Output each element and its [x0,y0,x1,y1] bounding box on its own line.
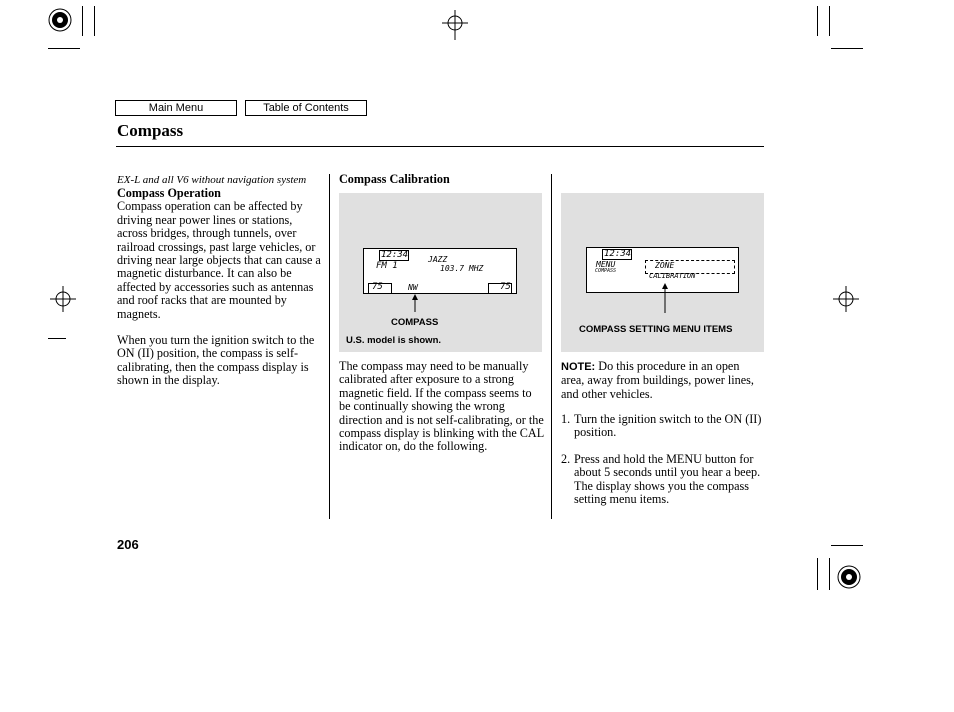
crop-mark [94,6,95,36]
paragraph: The compass may need to be manually calibrated after exposure to a strong magnetic field. If the compass seems to be continually showing the wrong direction and is not self-calibrating, or the compass display is blinking with the CAL indicator on, do the following. [339,359,544,454]
crop-mark [48,48,80,49]
crop-mark [817,558,818,590]
table-of-contents-button[interactable]: Table of Contents [245,100,367,116]
crop-mark [82,6,83,36]
lcd-compass-heading: NW [408,283,418,292]
figure-panel-compass-menu [561,193,764,352]
audio-display-screen [363,248,517,294]
crop-mark [829,558,830,590]
note-text: Do this procedure in an open area, away from buildings, power lines, and other vehicles. [561,359,754,401]
lcd-band: FM 1 [376,261,398,271]
lcd-compass-label: COMPASS [595,268,617,274]
paragraph: When you turn the ignition switch to the ON (II) position, the compass is self-calibrating, then the compass display is shown in the display. [117,333,315,388]
section-heading-compass-operation: Compass Operation [117,186,221,200]
callout-arrow [662,283,668,313]
crop-mark [829,6,830,36]
lcd-right-temp: 75 [500,282,511,292]
page-number: 206 [117,537,139,552]
list-item [561,453,764,507]
lcd-menu-item-calibration: CALIBRATION [649,272,696,280]
crop-mark [817,6,818,36]
crop-mark [831,48,863,49]
callout-arrow [412,294,418,312]
lcd-clock: 12:34 [381,250,409,260]
step-number: 2. [561,451,571,466]
step-number: 1. [561,412,571,426]
registration-target-bottom-right [837,565,861,589]
section-heading-compass-calibration: Compass Calibration [339,172,450,186]
page-title: Compass [117,121,184,140]
left-column [117,173,323,388]
note-label: NOTE: [561,361,596,373]
column-divider [329,174,330,519]
crop-mark [48,338,66,339]
figure-caption-compass: COMPASS [391,317,439,328]
list-item [561,413,764,440]
registration-crosshair-right [833,286,859,312]
figure-caption-us-model: U.S. model is shown. [346,335,442,346]
step-text: Press and hold the MENU button for about 5 seconds until you hear a beep. The display shows you the compass setting menu items. [574,451,761,507]
registration-target-top-left [48,8,72,32]
registration-crosshair-top [442,10,468,40]
main-menu-button[interactable]: Main Menu [115,100,237,116]
lcd-station-name: JAZZ [428,255,448,264]
step-text: Turn the ignition switch to the ON (II) position. [574,412,762,440]
lcd-clock: 12:34 [604,249,632,259]
column-divider [551,174,552,519]
lcd-menu-item-zone: ZONE [655,261,675,270]
figure-caption-compass-setting-menu-items: COMPASS SETTING MENU ITEMS [579,324,733,335]
lcd-clock-frame [379,250,409,261]
paragraph: Compass operation can be affected by driving near power lines or stations, across bridges, through tunnels, over railroad crossings, past large vehicles, or driving near large objects that can cause a magnetic disturbance. It can also be affected by accessories such as antennas and roof racks that are mounted by magnets. [117,199,321,321]
lcd-menu-label: MENU [596,260,616,269]
registration-crosshair-left [50,286,76,312]
title-divider [116,146,764,147]
applicability-note: EX-L and all V6 without navigation system [117,174,307,186]
crop-mark [831,545,863,546]
note [561,360,764,401]
figure-panel-compass-display [339,193,542,352]
procedure-steps [561,413,764,506]
lcd-frequency: 103.7 MHZ [440,264,484,273]
lcd-left-temp: 75 [372,282,383,292]
